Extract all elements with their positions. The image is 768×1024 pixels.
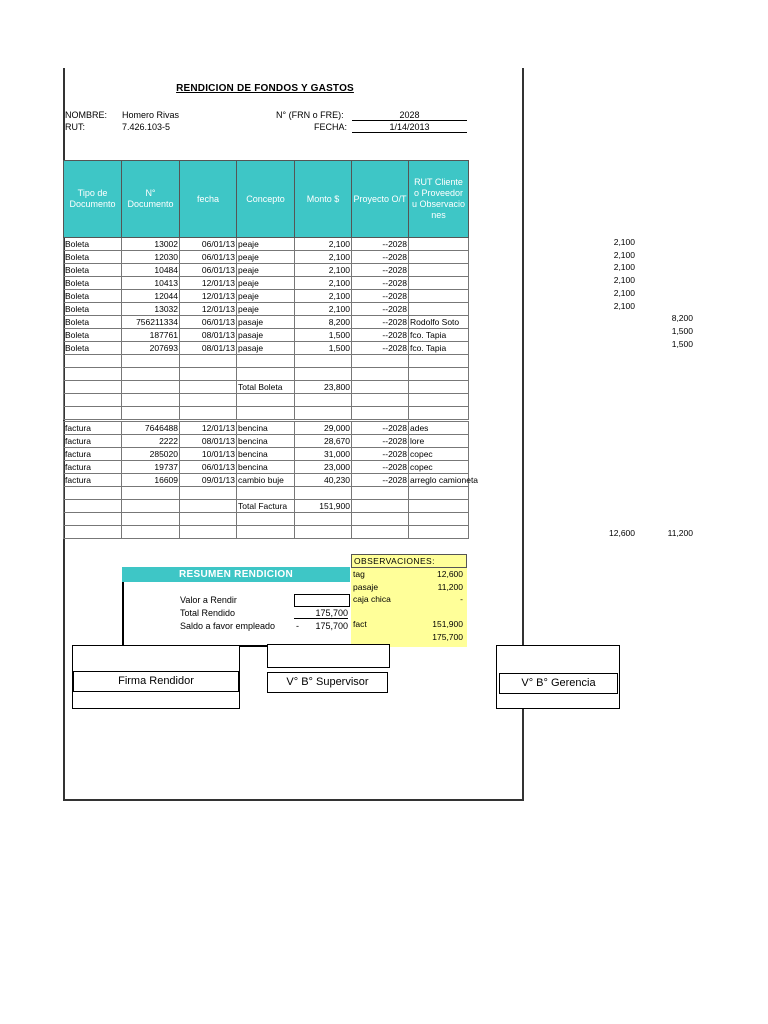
page-title: RENDICION DE FONDOS Y GASTOS: [176, 83, 354, 94]
cell-numero: 187761: [122, 329, 180, 342]
cell-concepto: peaje: [237, 264, 295, 277]
cell-numero: 16609: [122, 474, 180, 487]
saldo-value: 175,700: [315, 621, 348, 631]
empty-cell: [409, 355, 469, 368]
empty-cell: [237, 355, 295, 368]
cell-observacion: copec: [409, 461, 469, 474]
table-row: [64, 329, 469, 342]
empty-cell: [180, 407, 237, 420]
table-row: [64, 303, 469, 316]
cell-concepto: peaje: [237, 277, 295, 290]
observacion-row: [351, 593, 467, 606]
cell-tipo: Boleta: [64, 342, 122, 355]
cell-concepto: bencina: [237, 461, 295, 474]
cell-monto: 2,100: [295, 303, 352, 316]
observacion-row: [351, 618, 467, 631]
cell-tipo: factura: [64, 474, 122, 487]
table-row: [64, 448, 469, 461]
empty-cell: [64, 513, 122, 526]
cell-concepto: pasaje: [237, 329, 295, 342]
col-header-tipo: Tipo de Documento: [64, 161, 122, 238]
table-row: [64, 342, 469, 355]
cell-observacion: ades: [409, 422, 469, 435]
side-value-a: 2,100: [613, 275, 635, 286]
cell-proyecto: --2028: [352, 277, 409, 290]
total-factura-row: [64, 500, 469, 513]
empty-cell: [352, 487, 409, 500]
empty-cell: [295, 526, 352, 539]
cell-monto: 29,000: [295, 422, 352, 435]
supervisor-signature-area[interactable]: [267, 644, 390, 668]
empty-row: [64, 487, 469, 500]
cell-tipo: factura: [64, 448, 122, 461]
empty-cell: [352, 513, 409, 526]
empty-cell: [180, 381, 237, 394]
empty-cell: [409, 381, 469, 394]
cell-fecha: 06/01/13: [180, 316, 237, 329]
table-row: [64, 290, 469, 303]
col-header-rut: RUT Cliente o Proveedor u Observaciones: [409, 161, 469, 238]
cell-concepto: pasaje: [237, 316, 295, 329]
cell-monto: 2,100: [295, 277, 352, 290]
cell-proyecto: --2028: [352, 316, 409, 329]
empty-cell: [352, 368, 409, 381]
col-header-numero: N° Documento: [122, 161, 180, 238]
numero-label: N° (FRN o FRE):: [276, 110, 344, 120]
cell-numero: 285020: [122, 448, 180, 461]
cell-fecha: 06/01/13: [180, 264, 237, 277]
cell-tipo: factura: [64, 435, 122, 448]
cell-monto: 1,500: [295, 329, 352, 342]
rut-label: RUT:: [65, 122, 85, 132]
empty-cell: [409, 500, 469, 513]
empty-row: [64, 513, 469, 526]
cell-proyecto: --2028: [352, 461, 409, 474]
empty-cell: [122, 513, 180, 526]
empty-cell: [352, 381, 409, 394]
cell-tipo: factura: [64, 461, 122, 474]
empty-cell: [237, 513, 295, 526]
cell-observacion: arreglo camioneta: [410, 474, 479, 485]
empty-row: [64, 394, 469, 407]
cell-proyecto: --2028: [352, 290, 409, 303]
empty-cell: [352, 407, 409, 420]
side-value-a: 2,100: [613, 300, 635, 311]
total-value: 23,800: [295, 381, 352, 394]
cell-numero: 10413: [122, 277, 180, 290]
cell-fecha: 06/01/13: [180, 461, 237, 474]
cell-concepto: bencina: [237, 422, 295, 435]
cell-proyecto: --2028: [352, 329, 409, 342]
cell-monto: 40,230: [295, 474, 352, 487]
nombre-value: Homero Rivas: [122, 110, 180, 120]
firma-rendidor-label: Firma Rendidor: [73, 671, 239, 692]
table-row: [64, 474, 469, 487]
cell-fecha: 06/01/13: [180, 251, 237, 264]
total-label: Total Factura: [237, 500, 295, 513]
empty-cell: [64, 355, 122, 368]
rut-value: 7.426.103-5: [122, 122, 171, 132]
empty-cell: [64, 487, 122, 500]
table-row: [64, 422, 469, 435]
cell-proyecto: --2028: [352, 342, 409, 355]
observacion-label: pasaje: [353, 581, 379, 592]
cell-fecha: 08/01/13: [180, 342, 237, 355]
empty-cell: [352, 500, 409, 513]
cell-proyecto: --2028: [352, 251, 409, 264]
cell-proyecto: --2028: [352, 448, 409, 461]
total-boleta-row: [64, 381, 469, 394]
cell-monto: 2,100: [295, 251, 352, 264]
cell-observacion: [409, 290, 469, 303]
empty-cell: [295, 487, 352, 500]
empty-cell: [237, 394, 295, 407]
side-value-a: 2,100: [613, 249, 635, 260]
observacion-row: [351, 581, 467, 594]
cell-numero: 756211334: [122, 316, 180, 329]
cell-numero: 13032: [122, 303, 180, 316]
empty-cell: [64, 381, 122, 394]
empty-cell: [180, 355, 237, 368]
empty-cell: [122, 526, 180, 539]
saldo-dash: -: [296, 621, 299, 631]
cell-observacion: [409, 277, 469, 290]
cell-observacion: fco. Tapia: [409, 329, 469, 342]
cell-concepto: peaje: [237, 238, 295, 251]
observacion-label: caja chica: [353, 594, 391, 604]
empty-cell: [122, 407, 180, 420]
cell-tipo: Boleta: [64, 329, 122, 342]
total-value: 151,900: [295, 500, 352, 513]
empty-cell: [122, 368, 180, 381]
cell-monto: 31,000: [295, 448, 352, 461]
cell-proyecto: --2028: [352, 264, 409, 277]
expense-table: [63, 160, 479, 539]
cell-fecha: 09/01/13: [180, 474, 237, 487]
cell-tipo: Boleta: [64, 238, 122, 251]
observacion-value: 11,200: [437, 581, 463, 592]
empty-cell: [237, 368, 295, 381]
cell-fecha: 08/01/13: [180, 435, 237, 448]
cell-numero: 7646488: [122, 422, 180, 435]
table-row: [64, 435, 469, 448]
cell-proyecto: --2028: [352, 474, 409, 487]
observacion-label: fact: [353, 619, 367, 629]
side-value-a: 2,100: [613, 237, 635, 247]
empty-cell: [352, 526, 409, 539]
total-label: Total Boleta: [237, 381, 295, 394]
observacion-value: 175,700: [432, 631, 463, 642]
empty-cell: [122, 500, 180, 513]
col-header-proyecto: Proyecto O/T: [352, 161, 409, 238]
saldo-label: Saldo a favor empleado: [180, 621, 276, 631]
empty-cell: [237, 487, 295, 500]
cell-tipo: Boleta: [64, 290, 122, 303]
table-row: [64, 251, 469, 264]
empty-cell: [64, 526, 122, 539]
cell-tipo: Boleta: [64, 264, 122, 277]
empty-cell: [64, 407, 122, 420]
cell-proyecto: --2028: [352, 303, 409, 316]
col-header-fecha: fecha: [180, 161, 237, 238]
cell-fecha: 12/01/13: [180, 290, 237, 303]
cell-observacion: copec: [409, 448, 469, 461]
gerencia-label: V° B° Gerencia: [499, 673, 618, 694]
empty-row: [64, 355, 469, 368]
cell-observacion: [409, 264, 469, 277]
cell-numero: 13002: [122, 238, 180, 251]
empty-cell: [295, 368, 352, 381]
cell-concepto: cambio buje: [237, 474, 295, 487]
cell-concepto: peaje: [237, 303, 295, 316]
col-header-monto: Monto $: [295, 161, 352, 238]
cell-concepto: bencina: [237, 435, 295, 448]
side-total-b: 11,200: [667, 528, 693, 538]
cell-numero: 19737: [122, 461, 180, 474]
nombre-label: NOMBRE:: [65, 110, 108, 120]
observaciones-header: OBSERVACIONES:: [351, 554, 467, 568]
fecha-value: 1/14/2013: [352, 122, 467, 133]
cell-tipo: Boleta: [64, 316, 122, 329]
cell-observacion: fco. Tapia: [409, 342, 469, 355]
cell-monto: 8,200: [295, 316, 352, 329]
cell-observacion: lore: [409, 435, 469, 448]
observacion-row: [351, 568, 467, 581]
cell-concepto: bencina: [237, 448, 295, 461]
empty-cell: [180, 526, 237, 539]
valor-rendir-input[interactable]: [294, 594, 350, 607]
cell-monto: 2,100: [295, 238, 352, 251]
table-row: [64, 264, 469, 277]
cell-numero: 207693: [122, 342, 180, 355]
side-value-b: 1,500: [671, 325, 693, 336]
empty-cell: [180, 394, 237, 407]
table-row: [64, 238, 469, 251]
observacion-value: 151,900: [432, 619, 463, 629]
side-value-b: 1,500: [671, 338, 693, 349]
cell-monto: 2,100: [295, 290, 352, 303]
cell-proyecto: --2028: [352, 238, 409, 251]
empty-cell: [352, 394, 409, 407]
empty-row: [64, 368, 469, 381]
cell-fecha: 06/01/13: [180, 238, 237, 251]
empty-cell: [64, 500, 122, 513]
cell-tipo: Boleta: [64, 277, 122, 290]
observacion-value: -: [460, 594, 463, 604]
table-row: [64, 316, 469, 329]
cell-numero: 10484: [122, 264, 180, 277]
side-total-a: 12,600: [609, 528, 635, 538]
fecha-label: FECHA:: [314, 122, 348, 132]
side-value-a: 2,100: [613, 287, 635, 298]
cell-numero: 12030: [122, 251, 180, 264]
observacion-row: [351, 606, 467, 619]
empty-cell: [409, 487, 469, 500]
cell-monto: 1,500: [295, 342, 352, 355]
empty-cell: [295, 407, 352, 420]
observaciones-box: [351, 554, 467, 647]
empty-cell: [180, 368, 237, 381]
empty-cell: [122, 487, 180, 500]
table-body: [64, 238, 479, 539]
cell-fecha: 12/01/13: [180, 303, 237, 316]
observacion-label: tag: [353, 569, 365, 579]
cell-fecha: 10/01/13: [180, 448, 237, 461]
empty-cell: [295, 355, 352, 368]
empty-cell: [122, 355, 180, 368]
empty-row: [64, 407, 469, 420]
cell-numero: 12044: [122, 290, 180, 303]
cell-tipo: Boleta: [64, 251, 122, 264]
observacion-row: [351, 631, 467, 644]
cell-observacion: [409, 238, 469, 251]
empty-cell: [122, 394, 180, 407]
empty-cell: [409, 407, 469, 420]
side-value-b: 8,200: [671, 313, 693, 324]
table-row: [64, 461, 469, 474]
cell-fecha: 12/01/13: [180, 422, 237, 435]
cell-monto: 23,000: [295, 461, 352, 474]
col-header-concepto: Concepto: [237, 161, 295, 238]
cell-proyecto: --2028: [352, 422, 409, 435]
cell-concepto: peaje: [237, 290, 295, 303]
cell-concepto: peaje: [237, 251, 295, 264]
empty-cell: [352, 355, 409, 368]
empty-cell: [409, 513, 469, 526]
cell-concepto: pasaje: [237, 342, 295, 355]
empty-cell: [64, 368, 122, 381]
empty-cell: [295, 394, 352, 407]
cell-fecha: 12/01/13: [180, 277, 237, 290]
cell-monto: 28,670: [295, 435, 352, 448]
empty-cell: [180, 500, 237, 513]
side-value-a: 2,100: [613, 262, 635, 273]
empty-cell: [409, 526, 469, 539]
observacion-value: 12,600: [437, 569, 463, 579]
cell-fecha: 08/01/13: [180, 329, 237, 342]
empty-cell: [122, 381, 180, 394]
supervisor-label: V° B° Supervisor: [267, 672, 388, 693]
cell-proyecto: --2028: [352, 435, 409, 448]
cell-observacion: [409, 251, 469, 264]
empty-row: [64, 526, 469, 539]
cell-tipo: factura: [64, 422, 122, 435]
cell-tipo: Boleta: [64, 303, 122, 316]
empty-cell: [180, 513, 237, 526]
resumen-header: RESUMEN RENDICION: [122, 567, 350, 582]
empty-cell: [64, 394, 122, 407]
empty-cell: [409, 368, 469, 381]
cell-observacion: Rodolfo Soto: [409, 316, 469, 329]
cell-monto: 2,100: [295, 264, 352, 277]
empty-cell: [295, 513, 352, 526]
valor-rendir-label: Valor a Rendir: [180, 595, 237, 605]
empty-cell: [237, 407, 295, 420]
cell-observacion: [409, 303, 469, 316]
empty-cell: [237, 526, 295, 539]
empty-cell: [409, 394, 469, 407]
empty-cell: [180, 487, 237, 500]
numero-value: 2028: [352, 110, 467, 121]
cell-numero: 2222: [122, 435, 180, 448]
table-row: [64, 277, 469, 290]
total-rendido-label: Total Rendido: [180, 608, 236, 618]
total-rendido-value: 175,700: [294, 608, 348, 619]
